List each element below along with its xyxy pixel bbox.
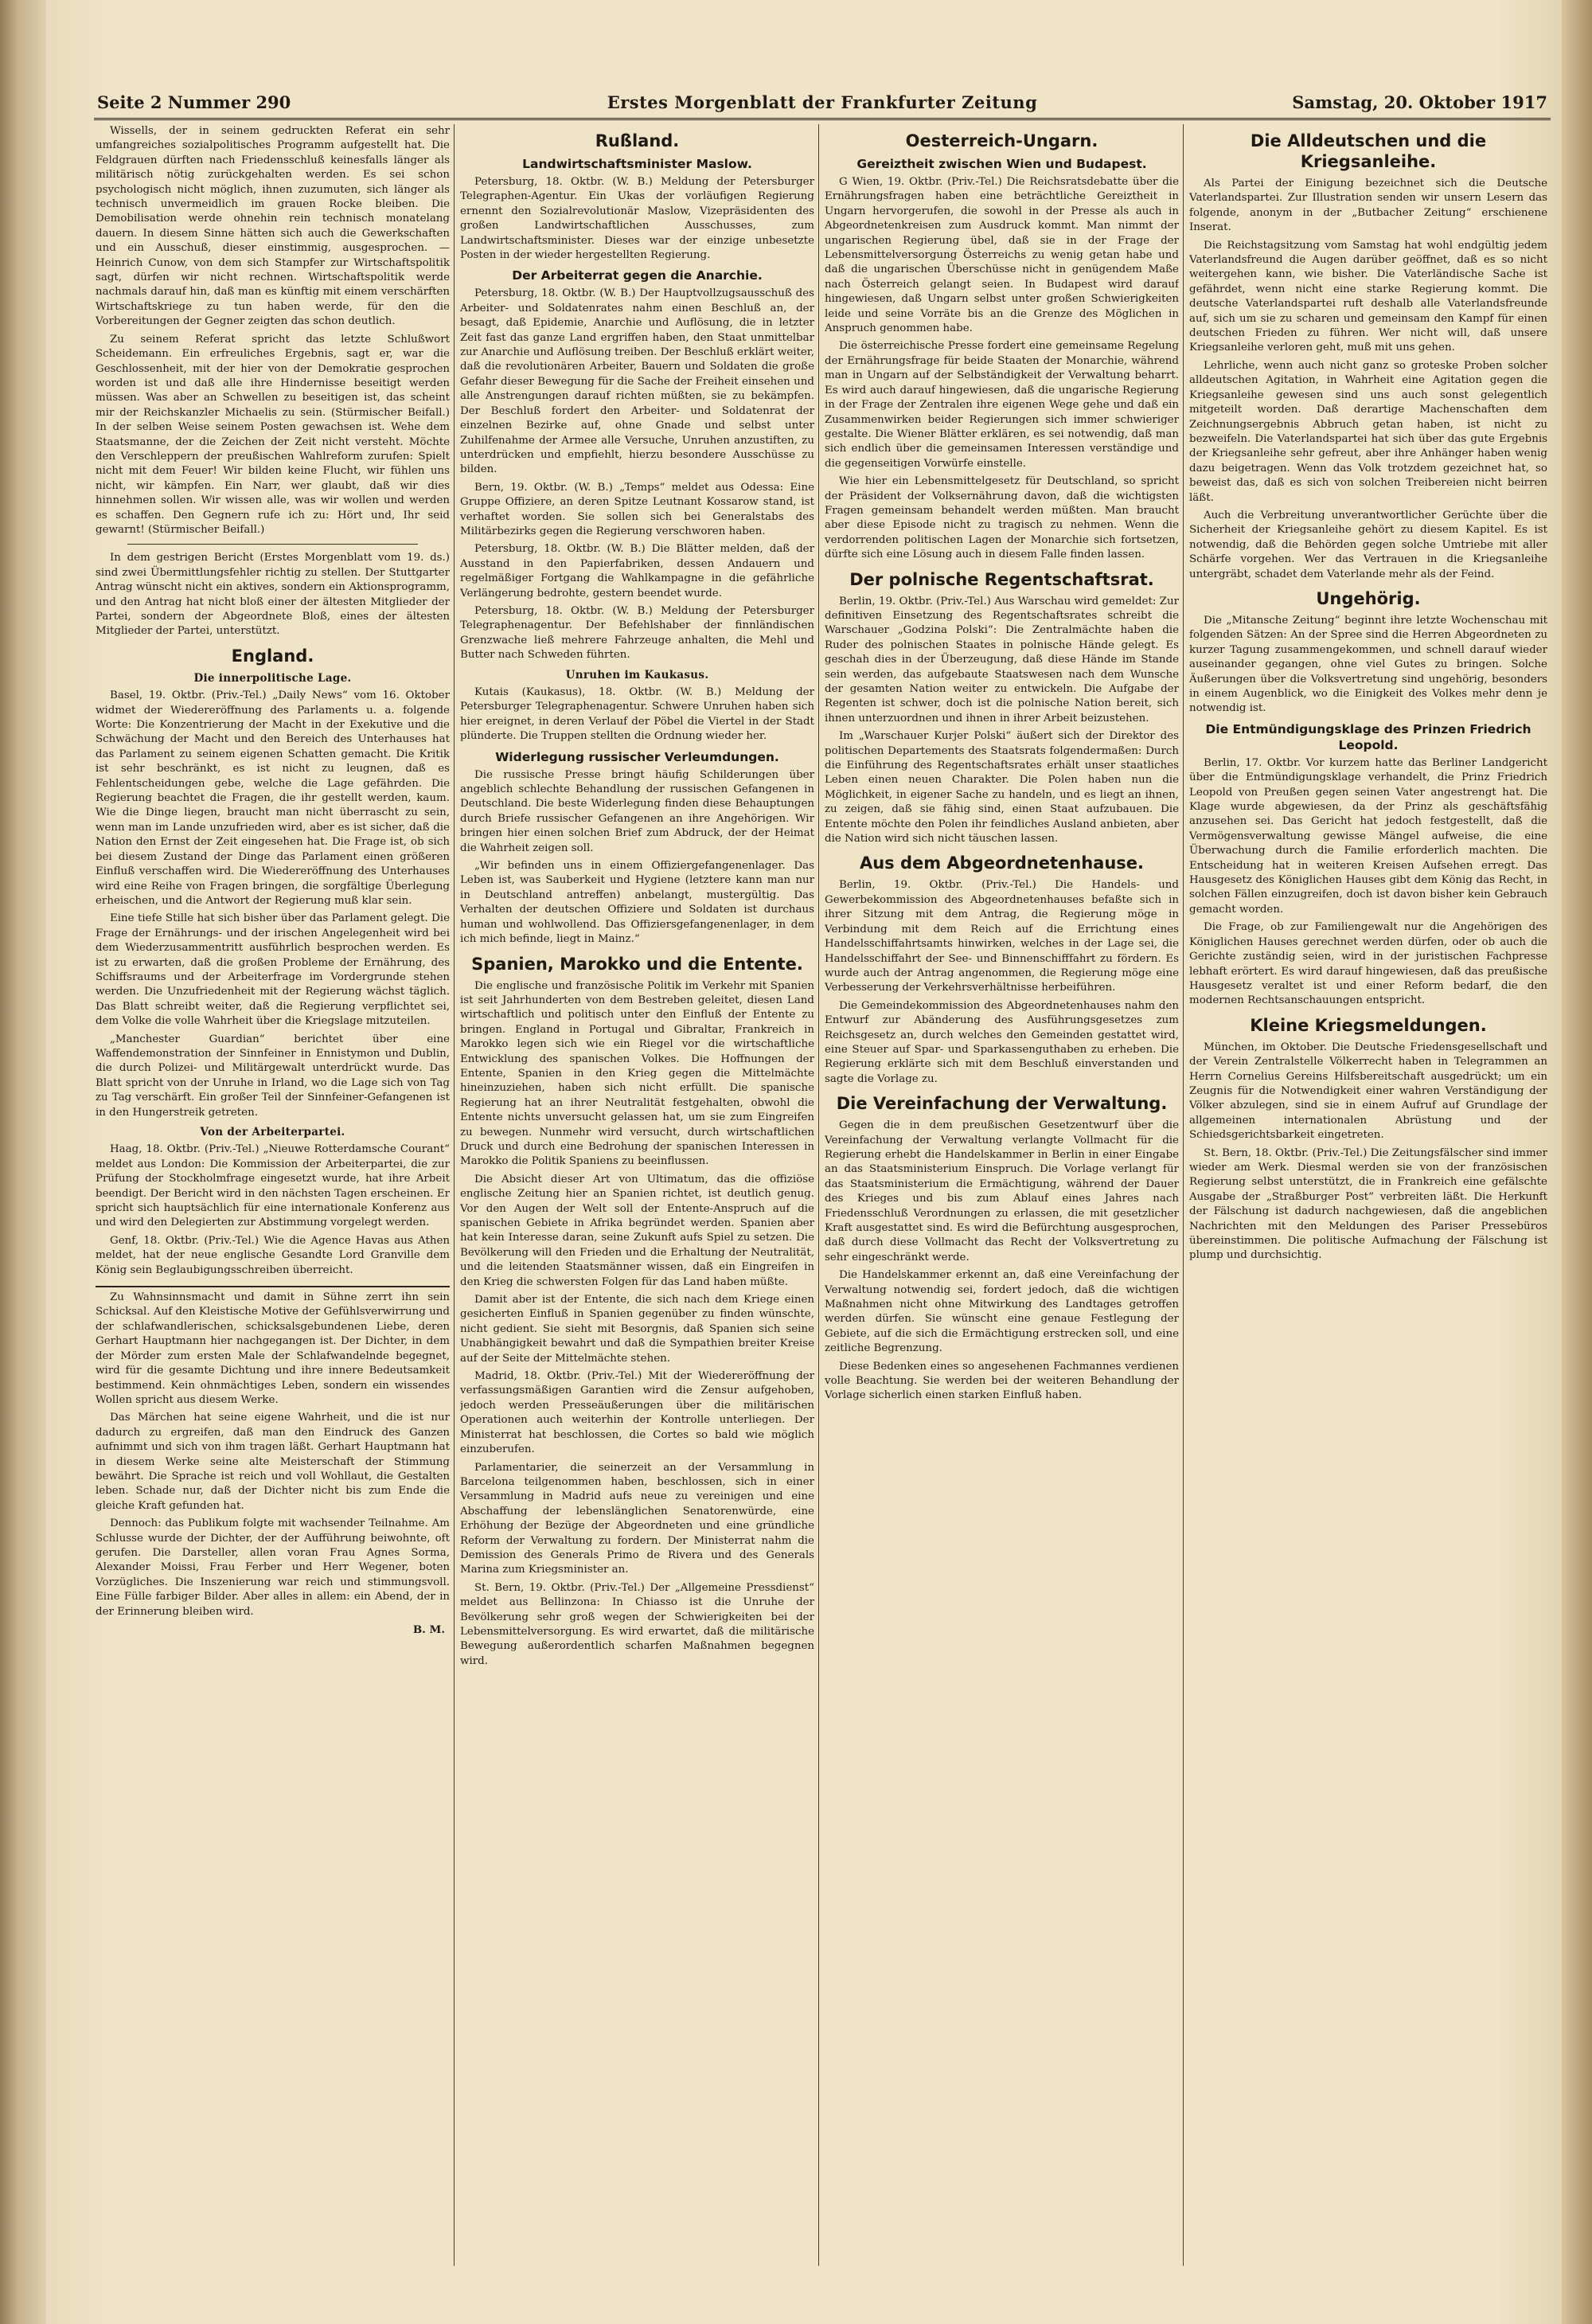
article-paragraph: München, im Oktober. Die Deutsche Friedensgesellschaft und der Verein Zentralstelle Völkerrecht haben in Telegrammen an Herrn Cornelius Gereins Hilfsbereitschaft ausgedrückt; um ein Zeugnis für die Notwendigkeit einer wahren Verständigung der Völker abzulegen, sind sie in einem Aufruf auf Grundlage der allgemeinen internationalen Abrüstung und der Schiedsgerichtsbarkeit eingetreten. (1189, 1041, 1547, 1142)
article-paragraph: Basel, 19. Oktbr. (Priv.-Tel.) „Daily News“ vom 16. Oktober widmet der Wiedereröffnung des Parlaments u. a. folgende Worte: Die Konzentrierung der Macht in der Exekutive und die Schwächung der Macht und den Bereich des Unterhauses hat das Parlament zu seinem eigenen Schatten gemacht. Die Kritik ist sehr beschränkt, es ist nicht zu leugnen, daß es Fehlentscheidungen gebe, welche die Lage gefährden. Die Regierung beachtet die Fragen, die ihr gestellt werden, kaum. Wie die Dinge liegen, braucht man nicht überrascht zu sein, wenn man im Lande unzufrieden wird, aber es ist sicher, daß die Nation den Ernst der Zeit eingesehen hat. Die Frage ist, ob sich bei diesem Zustand der Dinge das Parlament einen größeren Einfluß verschaffen wird. Die Wiedereröffnung des Unterhauses wird eine Reihe von Fragen bringen, die sorgfältige Überlegung erheischen, und die Antwort der Regierung muß klar sein. (96, 689, 450, 907)
subheading: Landwirtschaftsminister Maslow. (522, 157, 752, 171)
section-heading-oesterreich: Oesterreich-Ungarn. (905, 131, 1098, 150)
article-paragraph: Genf, 18. Oktbr. (Priv.-Tel.) Wie die Agence Havas aus Athen meldet, hat der neue englische Gesandte Lord Granville dem König sein Beglaubigungsschreiben überreicht. (96, 1234, 450, 1276)
article-paragraph: Petersburg, 18. Oktbr. (W. B.) Meldung der Petersburger Telegraphen-Agentur. Ein Ukas der vorläufigen Regierung ernennt den Sozialrevolutionär Maslow, Vizepräsidenten des großen Landwirtschaftlichen Ausschusses, zum Landwirtschaftsminister. Dieses war der einzige unbesetzte Posten in der wieder hergestellten Regierung. (460, 176, 814, 262)
article-paragraph: Dennoch: das Publikum folgte mit wachsender Teilnahme. Am Schlusse wurde der Dichter, der der Aufführung beiwohnte, oft gerufen. Die Darsteller, allen voran Frau Agnes Sorma, Alexander Moissi, Frau Ferber und Herr Wegener, boten Vorzügliches. Die Inszenierung war reich und stimmungsvoll. Eine Fülle farbiger Bilder. Aber alles in allem: ein Abend, der in der Erinnerung bleiben wird. (96, 1517, 450, 1618)
article-paragraph: Wie hier ein Lebensmittelgesetz für Deutschland, so spricht der Präsident der Volksernährung davon, daß die wichtigsten Fragen gemeinsam behandelt werden müßten. Man braucht aber diese Episode nicht zu tragisch zu nehmen. Wenn die verdorrenden politischen Lagen der Monarchie sich fortsetzen, dürfte sich eine Lösung auch in diesem Falle finden lassen. (825, 475, 1179, 561)
section-heading-regentschaft: Der polnische Regentschaftsrat. (849, 569, 1154, 589)
article-paragraph: „Wir befinden uns in einem Offiziergefangenenlager. Das Leben ist, was Sauberkeit und Hygiene (letztere kann man nur in Deutschland antreffen) anbelangt, mustergültig. Das Verhalten der deutschen Offiziere und Soldaten ist durchaus human und wohlwollend. Das Offiziersgefangenenlager, in dem ich mich befinde, liegt in Mainz.“ (460, 860, 814, 946)
author-signature: B. M. (412, 1623, 445, 1636)
article-paragraph: Die Handelskammer erkennt an, daß eine Vereinfachung der Verwaltung notwendig sei, fordert jedoch, daß die wichtigen Maßnahmen nicht ohne Mitwirkung des Landtages getroffen werden dürfen. Sie wünscht eine genaue Festlegung der Gebiete, auf die sich die Ermächtigung erstrecken soll, und eine zeitliche Begrenzung. (825, 1269, 1179, 1355)
article-paragraph: Die Frage, ob zur Familiengewalt nur die Angehörigen des Königlichen Hauses gerechnet werden dürfen, oder ob auch die Gerichte zuständig seien, wird in der juristischen Fachpresse lebhaft erörtert. Es wird darauf hingewiesen, daß das preußische Hausgesetz veraltet ist und einer Reform bedarf, die den modernen Rechtsanschauungen entspricht. (1189, 921, 1547, 1007)
article-paragraph: Zu seinem Referat spricht das letzte Schlußwort Scheidemann. Ein erfreuliches Ergebnis, sagt er, war die Geschlossenheit, mit der hier von der Demokratie gesprochen worden ist und daß alle ihre Hindernisse beseitigt werden müssen. Was aber an Schwellen zu beseitigen ist, das scheint mir der Reichskanzler Michaelis zu sein. (Stürmischer Beifall.) In der selben Weise seinem Posten gewachsen ist. Wehe dem Staatsmanne, der die Zeichen der Zeit nicht versteht. Möchte den Verschleppern der preußischen Wahlreform zurufen: Spielt nicht mit dem Feuer! Wir bilden keine Flucht, wir fühlen uns nicht, wir kämpfen. Ein Narr, wer glaubt, daß wir dies hinnehmen sollen. Wir wissen alle, was wir wollen und werden es schaffen. Den Gegnern rufe ich zu: Hört und, Ihr seid gewarnt! (Stürmischer Beifall.) (96, 333, 450, 536)
article-paragraph: In dem gestrigen Bericht (Erstes Morgenblatt vom 19. ds.) sind zwei Übermittlungsfehler richtig zu stellen. Der Stuttgarter Antrag wünscht nicht ein aktives, sondern ein Aktionsprogramm, und den Antrag hat nicht bloß einer der ältesten Mitglieder der Partei, sondern der Abgeordnete Bloß, eines der ältesten Mitglieder der Partei, unterstützt. (96, 552, 450, 638)
column-2 (460, 124, 814, 2266)
section-heading-england: England. (231, 646, 314, 666)
section-heading-verwaltung: Die Vereinfachung der Verwaltung. (836, 1094, 1168, 1114)
article-paragraph: Berlin, 19. Oktbr. (Priv.-Tel.) Die Handels- und Gewerbekommission des Abgeordnetenhauses befaßte sich in ihrer Sitzung mit dem Antrag, die Regierung möge in Verbindung mit dem Reich auf die Errichtung eines Handelsschiffahrtsamts hinwirken, welches in der Lage sei, die Handelsschiffahrt der See- und Binnenschifffahrt zu fördern. Es wurde auch der Antrag angenommen, die Regierung möge eine Verbesserung der Verkehrsverhältnisse herbeiführen. (825, 879, 1179, 994)
article-paragraph: Die Reichstagsitzung vom Samstag hat wohl endgültig jedem Vaterlandsfreund die Augen darüber geöffnet, daß es so nicht weitergehen kann, wie bisher. Die Vaterländische Sache ist gefährdet, wenn nicht eine starke Regierung kommt. Die deutsche Vaterlandspartei ruft deshalb alle Vaterlandsfreunde auf, sich um sie zu scharen und gemeinsam den Kampf für einen deutschen Frieden zu führen. Wer nicht will, daß unsere Kriegsanleihe verloren geht, muß mit uns gehen. (1189, 239, 1547, 354)
article-paragraph: Berlin, 19. Oktbr. (Priv.-Tel.) Aus Warschau wird gemeldet: Zur definitiven Einsetzung des Regentschaftsrates schreibt die Warschauer „Godzina Polski“: Die Zentralmächte haben die Ruder des polnischen Staates in polnische Hände gelegt. Es geschah dies in der Überzeugung, daß diese Hände im Stande sein werden, das aufgebaute Staatswesen nach dem Wunsche der gesamten Nation weiter zu entwickeln. Die Aufgabe der Regenten ist schwer, doch ist die polnische Nation bereit, sich ihnen unterzuordnen und ihnen in ihrer Arbeit beizustehen. (825, 595, 1179, 725)
article-paragraph: „Manchester Guardian“ berichtet über eine Waffendemonstration der Sinnfeiner in Ennistymon und Dublin, die durch Polizei- und Militärgewalt unterdrückt wurde. Das Blatt spricht von der Unruhe in Irland, wo die Lage sich von Tag zu Tag verschärft. Ein großer Teil der Sinnfeiner-Gefangenen ist in den Hungerstreik getreten. (96, 1033, 450, 1119)
section-heading-kriegsmeldungen: Kleine Kriegsmeldungen. (1250, 1015, 1487, 1035)
section-heading-alldeutschen: Die Alldeutschen und die Kriegsanleihe. (1250, 131, 1487, 171)
article-paragraph: Eine tiefe Stille hat sich bisher über das Parlament gelegt. Die Frage der Ernährungs- und der irischen Angelegenheit wird bei dem Wiederzusammentritt ausführlich besprochen werden. Es ist zu erwarten, daß die großen Probleme der Ernährung, des Schiffsraums und der Arbeiterfrage im Vordergrunde stehen werden. Die Unzufriedenheit mit der Regierung wächst täglich. Das Blatt schreibt weiter, daß die Regierung verpflichtet sei, dem Volke die volle Wahrheit über die Kriegslage mitzuteilen. (96, 912, 450, 1028)
page-number: Seite 2 Nummer 290 (97, 92, 291, 112)
article-paragraph: Petersburg, 18. Oktbr. (W. B.) Die Blätter melden, daß der Ausstand in den Papierfabriken, dessen Andauern und regelmäßiger Fortgang die Wahlkampagne in die gefährliche Verlängerung bedrohte, gestern beendet wurde. (460, 543, 814, 600)
article-paragraph: Damit aber ist der Entente, die sich nach dem Kriege einen gesicherten Einfluß in Spanien gegenüber zu finden wünschte, nicht gedient. Sie sieht mit Besorgnis, daß Spanien sich seine Unabhängigkeit bewahrt und daß die Sympathien breiter Kreise auf der Seite der Mittelmächte stehen. (460, 1294, 814, 1365)
article-paragraph: St. Bern, 18. Oktbr. (Priv.-Tel.) Die Zeitungsfälscher sind immer wieder am Werk. Diesmal werden sie von der französischen Regierung selbst unterstützt, die in Frankreich eine gefälschte Ausgabe der „Straßburger Post“ verbreiten läßt. Die Herkunft der Fälschung ist dadurch nachgewiesen, daß die angeblichen Nachrichten mit den Meldungen des Pariser Pressebüros übereinstimmen. Die politische Aufmachung der Fälschung ist plump und durchsichtig. (1189, 1146, 1547, 1262)
page-header (94, 89, 1551, 120)
subheading: Die Entmündigungsklage des Prinzen Friedrich Leopold. (1205, 721, 1532, 752)
article-paragraph: Die Gemeindekommission des Abgeordnetenhauses nahm den Entwurf zur Abänderung des Ausführungsgesetzes zum Reichsgesetz an, durch welches den Gemeinden gestattet wird, eine Steuer auf Spar- und Sparkassenguthaben zu erheben. Die Regierung erklärte sich mit dem Beschluß einverstanden und sagte die Vorlage zu. (825, 999, 1179, 1085)
article-paragraph: Als Partei der Einigung bezeichnet sich die Deutsche Vaterlandspartei. Zur Illustration senden wir unsern Lesern das folgende, anonym in der „Butbacher Zeitung“ erschienene Inserat. (1189, 178, 1547, 234)
article-paragraph: Die Absicht dieser Art von Ultimatum, das die offiziöse englische Zeitung hier an Spanien richtet, ist deutlich genug. Vor den Augen der Welt soll der Entente-Anspruch auf die spanischen Gebiete in Afrika begründet werden. Spanien aber hat kein Interesse daran, seine Zukunft aufs Spiel zu setzen. Die Bevölkerung will den Frieden und die Erhaltung der Neutralität, und die leitenden Staatsmänner wissen, daß ein Eingreifen in den Krieg die schwersten Folgen für das Land haben müßte. (460, 1173, 814, 1288)
article-paragraph: Petersburg, 18. Oktbr. (W. B.) Meldung der Petersburger Telegraphenagentur. Der Befehlshaber der finnländischen Grenzwache ließ mehrere Fahrzeuge anhalten, die Mehl und Butter nach Schweden führten. (460, 604, 814, 662)
article-paragraph: Zu Wahnsinnsmacht und damit in Sühne zerrt ihn sein Schicksal. Auf den Kleistische Motive der Gefühlsverwirrung und der schlafwandlerischen, schicksalsgebundenen Liebe, deren Gerhart Hauptmann hier nachgegangen ist. Der Dichter, in dem der Mörder zum ersten Male der Schlafwandelnde begegnet, wird für die gesamte Dichtung und ihre innere Bedeutsamkeit bestimmend. Kein ohnmächtiges Leben, sondern ein wissendes Wollen spricht aus diesem Werke. (96, 1291, 450, 1406)
column-1 (96, 124, 450, 2266)
subheading: Unruhen im Kaukasus. (565, 668, 709, 682)
section-heading-spanien: Spanien, Marokko und die Entente. (471, 954, 803, 974)
article-paragraph: Wissells, der in seinem gedruckten Referat ein sehr umfangreiches sozialpolitisches Programm aufgestellt hat. Die Feldgrauen dürften nach Friedensschluß keinesfalls länger als militärisch nötig zurückgehalten werden. Es sei schon psychologisch nicht möglich, ihnen zuzumuten, sich länger als technisch unvermeidlich im grauen Rocke bleiben. Die Demobilisation werde ohnehin rein technisch monatelang dauern. In diesem Sinne hätten sich auch die Gewerkschaften und ein Ausschuß, dieser einstimmig, ausgesprochen. — Heinrich Cunow, von dem sich Stampfer zur Wirtschaftspolitik sagt, dürfen wir nicht rechnen. Wirtschaftspolitik werde nachmals darauf hin, daß man es künftig mit einem verschärften Wirtschaftskriege zu tun haben werde, für den die Vorbereitungen der Gegner zeigten das schon deutlich. (96, 125, 450, 328)
subheading: Widerlegung russischer Verleumdungen. (495, 749, 779, 764)
page-edge (1562, 0, 1592, 2324)
article-paragraph: Kutais (Kaukasus), 18. Oktbr. (W. B.) Meldung der Petersburger Telegraphenagentur. Schwere Unruhen haben sich hier ereignet, in deren Verlauf der Pöbel die Viertel in der Stadt plünderte. Die Truppen stellten die Ordnung wieder her. (460, 686, 814, 743)
article-paragraph: Die russische Presse bringt häufig Schilderungen über angeblich schlechte Behandlung der russischen Gefangenen in Deutschland. Die beste Widerlegung finden diese Behauptungen durch Briefe russischer Gefangenen an ihre Angehörigen. Wir bringen hier einen solchen Brief zum Abdruck, der der Heimat die Wahrheit zeigen soll. (460, 768, 814, 854)
feuilleton-section (96, 1286, 450, 1637)
article-paragraph: Diese Bedenken eines so angesehenen Fachmannes verdienen volle Beachtung. Sie werden bei der weiteren Behandlung der Vorlage sicherlich einen starken Einfluß haben. (825, 1360, 1179, 1402)
subheading: Gereiztheit zwischen Wien und Budapest. (856, 157, 1147, 171)
book-binding (0, 0, 46, 2324)
column-rule (454, 124, 455, 2266)
masthead-title: Erstes Morgenblatt der Frankfurter Zeitung (607, 92, 1038, 112)
article-paragraph: G Wien, 19. Oktbr. (Priv.-Tel.) Die Reichsratsdebatte über die Ernährungsfragen haben eine beträchtliche Gereiztheit in Ungarn hervorgerufen, die sowohl in der Presse als auch in Abgeordnetenkreisen zum Ausdruck kommt. Man nimmt der ungarischen Regierung übel, daß sie in der Frage der Lebensmittelversorgung Österreichs zu wenig getan habe und daß die ungarischen Überschüsse nicht in genügendem Maße nach Österreich gelangt seien. In Budapest wird darauf hingewiesen, daß Ungarn selbst unter großen Schwierigkeiten leide und seine Vorräte bis an die Grenze des Möglichen in Anspruch genommen habe. (825, 176, 1179, 335)
article-paragraph: Die „Mitansche Zeitung“ beginnt ihre letzte Wochenschau mit folgenden Sätzen: An der Spree sind die Herren Abgeordneten zu kurzer Tagung zusammengekommen, und schnell darauf wieder auseinander gegangen, ohne viel Gutes zu bringen. Solche Äußerungen über die Volksvertretung sind ungehörig, besonders in einem Augenblick, wo die Einigkeit des Volkes mehr denn je notwendig ist. (1189, 614, 1547, 715)
article-paragraph: Auch die Verbreitung unverantwortlicher Gerüchte über die Sicherheit der Kriegsanleihe gehört zu diesem Kapitel. Es ist notwendig, daß die Behörden gegen solche Umtriebe mit aller Schärfe vorgehen. Wer das Vertrauen in die Kriegsanleihe untergräbt, schadet dem Vaterlande mehr als der Feind. (1189, 509, 1547, 580)
article-paragraph: St. Bern, 19. Oktbr. (Priv.-Tel.) Der „Allgemeine Pressdienst“ meldet aus Bellinzona: In Chiasso ist die Unruhe der Bevölkerung sehr groß wegen der Schwierigkeiten bei der Lebensmittelversorgung. Es wird erwartet, daß die militärische Bewegung außerordentlich scharfen Maßnahmen begegnen wird. (460, 1581, 814, 1667)
column-4 (1189, 124, 1547, 2266)
subheading: Von der Arbeiterpartei. (200, 1126, 345, 1139)
article-paragraph: Berlin, 17. Oktbr. Vor kurzem hatte das Berliner Landgericht über die Entmündigungsklage verhandelt, die Prinz Friedrich Leopold von Preußen gegen seinen Vater angestrengt hat. Die Klage wurde abgewiesen, da der Prinz als geschäftsfähig anzusehen sei. Das Gericht hat jedoch festgestellt, daß die Vermögensverwaltung gewisse Mängel aufweise, die eine Überwachung durch die Familie erforderlich machten. Die Entscheidung hat in weiteren Kreisen Aufsehen erregt. Das Hausgesetz des Königlichen Hauses gibt dem König das Recht, in solchen Fällen einzugreifen, doch ist davon bisher kein Gebrauch gemacht worden. (1189, 756, 1547, 916)
separator (127, 544, 418, 545)
column-3 (825, 124, 1179, 2266)
article-paragraph: Gegen die in dem preußischen Gesetzentwurf über die Vereinfachung der Verwaltung verlangte Vollmacht für die Regierung erhebt die Handelskammer in Berlin in einer Eingabe an das Staatsministerium Einspruch. Die Vorlage verlangt für das Staatsministerium die Ermächtigung, während der Dauer des Krieges und bis zum Ablauf eines Jahres nach Friedensschluß Verordnungen zu erlassen, die mit gesetzlicher Kraft ausgestattet sind. Es wird die Befürchtung ausgesprochen, daß durch diese Vollmacht das Recht der Volksvertretung zu sehr eingeschränkt werde. (825, 1119, 1179, 1264)
article-paragraph: Die englische und französische Politik im Verkehr mit Spanien ist seit Jahrhunderten von dem Bestreben geleitet, diesen Land wirtschaftlich und politisch unter den Einfluß der Entente zu bringen. England in Portugal und Gibraltar, Frankreich in Marokko legen sich wie ein Riegel vor die wirtschaftliche Entwicklung des spanischen Volkes. Die Hoffnungen der Entente, Spanien in den Krieg gegen die Mittelmächte hineinzuziehen, haben sich nicht erfüllt. Die spanische Regierung hat an ihrer Neutralität festgehalten, obwohl die Entente nichts unversucht gelassen hat, um sie zum Eingreifen zu bewegen. Nunmehr wird versucht, durch wirtschaftlichen Druck und durch eine Bedrohung der spanischen Interessen in Marokko die Politik Spaniens zu beeinflussen. (460, 979, 814, 1168)
article-paragraph: Haag, 18. Oktbr. (Priv.-Tel.) „Nieuwe Rotterdamsche Courant“ meldet aus London: Die Kommission der Arbeiterpartei, die zur Prüfung der Stockholmfrage eingesetzt wurde, hat ihre Arbeit beendigt. Der Bericht wird in den nächsten Tagen erscheinen. Er spricht sich hauptsächlich für eine internationale Konferenz aus und wird den Delegierten zur Abstimmung vorgelegt werden. (96, 1143, 450, 1229)
column-rule (1183, 124, 1184, 2266)
article-paragraph: Im „Warschauer Kurjer Polski“ äußert sich der Direktor des politischen Departements des Staatsrats folgendermaßen: Durch die Einführung des Regentschaftsrates erhält unser staatliches Leben einen neuen Charakter. Die Polen haben nun die Möglichkeit, in eigener Sache zu handeln, und es liegt an ihnen, zu zeigen, daß sie fähig sind, einen Staat aufzubauen. Die Entente möchte den Polen ihr feindliches Ausland anbieten, aber die Nation wird sich nicht täuschen lassen. (825, 730, 1179, 846)
issue-date: Samstag, 20. Oktober 1917 (1292, 92, 1547, 112)
section-heading-abgeordnetenhaus: Aus dem Abgeordnetenhause. (859, 853, 1145, 873)
section-heading-ungehoerig: Ungehörig. (1316, 588, 1421, 608)
subheading: Die innerpolitische Lage. (193, 671, 352, 685)
section-heading-russland: Rußland. (595, 131, 680, 150)
article-paragraph: Lehrliche, wenn auch nicht ganz so groteske Proben solcher alldeutschen Agitation, in Wahrheit eine Agitation gegen die Kriegsanleihe gewesen sind uns auch sonst gelegentlich mitgeteilt worden. Daß derartige Machenschaften dem Zeichnungsergebnis Abbruch getan haben, ist nicht zu bezweifeln. Die Vaterlandspartei hat sich über das gute Ergebnis der Kriegsanleihe sehr gefreut, aber ihre Anhänger haben wenig dazu beigetragen. Wenn das Volk trotzdem gezeichnet hat, so beweist das, daß es sich von solchen Treibereien nicht beirren läßt. (1189, 359, 1547, 504)
article-paragraph: Parlamentarier, die seinerzeit an der Versammlung in Barcelona teilgenommen haben, beschlossen, sich in einer Versammlung in Madrid aufs neue zu vereinigen und eine Abschaffung der lebenslänglichen Senatorenwürde, eine Erhöhung der Bezüge der Abgeordneten und eine gründliche Reform der Verwaltung zu fordern. Der Ministerrat nahm die Demission des Generals Primo de Rivera und des Generals Marina zum Kriegsminister an. (460, 1461, 814, 1576)
article-paragraph: Madrid, 18. Oktbr. (Priv.-Tel.) Mit der Wiedereröffnung der verfassungsmäßigen Garantien wird die Zensur aufgehoben, jedoch werden Presseäußerungen über die militärischen Operationen auch weiterhin der Kontrolle unterliegen. Der Ministerrat hat beschlossen, die Cortes so bald wie möglich einzuberufen. (460, 1370, 814, 1456)
column-rule (818, 124, 819, 2266)
article-paragraph: Das Märchen hat seine eigene Wahrheit, und die ist nur dadurch zu ergreifen, daß man den Eindruck des Ganzen aufnimmt und sich von ihm tragen läßt. Gerhart Hauptmann hat in diesem Werke seine alte Meisterschaft der Stimmung bewährt. Die Sprache ist reich und voll Wohllaut, die Gestalten leben. Schade nur, daß der Dichter nicht bis zum Ende die gleiche Kraft gefunden hat. (96, 1412, 450, 1512)
article-paragraph: Die österreichische Presse fordert eine gemeinsame Regelung der Ernährungsfrage für beide Staaten der Monarchie, während man in Ungarn auf der Selbständigkeit der Verwaltung beharrt. Es wird auch darauf hingewiesen, daß die ungarische Regierung in der Frage der Zentralen ihre eigenen Wege gehe und daß ein Zusammenwirken beider Regierungen sich immer schwieriger gestalte. Die Wiener Blätter erklären, es sei notwendig, daß man sich endlich über die gemeinsamen Interessen verständige und die gegenseitigen Vorwürfe einstelle. (825, 340, 1179, 470)
article-paragraph: Bern, 19. Oktbr. (W. B.) „Temps“ meldet aus Odessa: Eine Gruppe Offiziere, an deren Spitze Leutnant Kossarow stand, ist verhaftet worden. Sie sollen sich bei Generalstabs des Militärbezirks gegen die Regierung verschworen haben. (460, 481, 814, 537)
article-paragraph: Petersburg, 18. Oktbr. (W. B.) Der Hauptvollzugsausschuß des Arbeiter- und Soldatenrates nahm einen Beschluß an, der besagt, daß Epidemie, Anarchie und Auflösung, die in letzter Zeit fast das ganze Land ergriffen haben, den Staat unmittelbar zur Anarchie und Auflösung treiben. Der Beschluß erklärt weiter, daß die revolutionären Arbeiter, Bauern und Soldaten die große Gefahr dieser Bewegung für die Sache der Freiheit einsehen und alle Anstrengungen darauf richten müßten, sie zu bekämpfen. Der Beschluß fordert den Arbeiter- und Soldatenrat der einzelnen Bezirke auf, ohne Gnade und selbst unter Zuhilfenahme der Armee alle Versuche, Unruhen anzustiften, zu unterdrücken und empfiehlt, hierzu besondere Ausschüsse zu bilden. (460, 287, 814, 476)
subheading: Der Arbeiterrat gegen die Anarchie. (512, 268, 763, 283)
